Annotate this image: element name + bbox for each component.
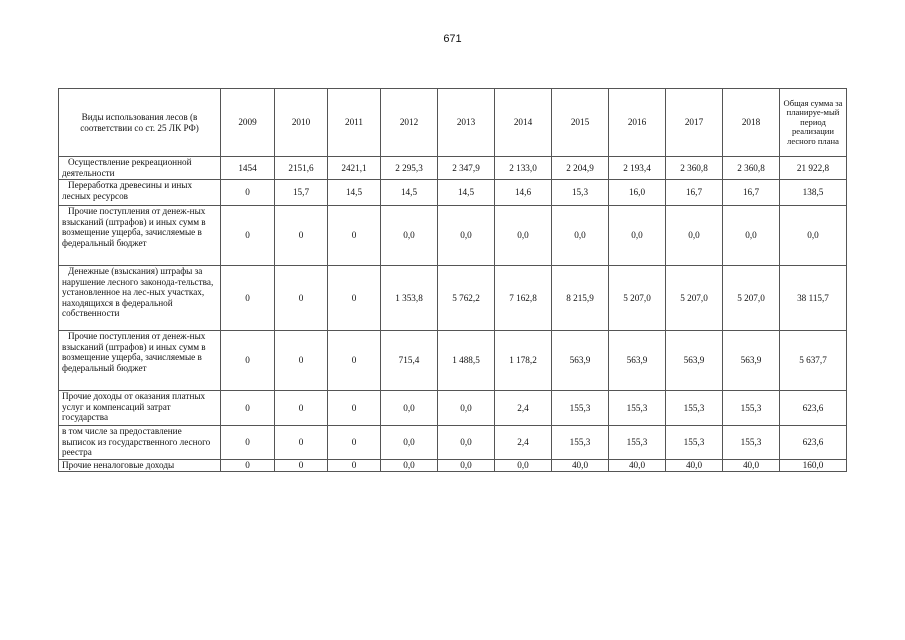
cell: 14,6 xyxy=(495,180,552,206)
row-label: в том числе за предоставление выписок из государственного лесного реестра xyxy=(59,426,221,460)
cell: 0 xyxy=(275,331,328,391)
header-year: 2012 xyxy=(381,89,438,157)
header-year: 2017 xyxy=(666,89,723,157)
cell: 0 xyxy=(275,206,328,266)
cell: 0,0 xyxy=(381,426,438,460)
cell: 2151,6 xyxy=(275,157,328,180)
cell: 5 762,2 xyxy=(438,266,495,331)
cell: 5 207,0 xyxy=(609,266,666,331)
cell: 0,0 xyxy=(723,206,780,266)
cell: 0,0 xyxy=(438,391,495,426)
cell: 563,9 xyxy=(666,331,723,391)
header-year: 2011 xyxy=(328,89,381,157)
row-label: Переработка древесины и иных лесных ресурсов xyxy=(59,180,221,206)
cell: 0 xyxy=(221,391,275,426)
cell: 0 xyxy=(328,460,381,472)
cell: 5 207,0 xyxy=(723,266,780,331)
cell: 0 xyxy=(328,331,381,391)
cell: 2 204,9 xyxy=(552,157,609,180)
cell: 14,5 xyxy=(328,180,381,206)
cell: 0,0 xyxy=(381,206,438,266)
cell: 0 xyxy=(221,426,275,460)
cell: 155,3 xyxy=(666,391,723,426)
table-row xyxy=(59,266,847,331)
header-total: Общая сумма за планируе-мый период реализации лесного плана xyxy=(780,89,847,157)
cell: 15,3 xyxy=(552,180,609,206)
cell: 16,7 xyxy=(723,180,780,206)
cell: 0,0 xyxy=(381,460,438,472)
cell: 0 xyxy=(328,206,381,266)
cell: 0,0 xyxy=(780,206,847,266)
cell: 0 xyxy=(221,180,275,206)
cell: 2 295,3 xyxy=(381,157,438,180)
cell: 5 637,7 xyxy=(780,331,847,391)
cell: 2 360,8 xyxy=(723,157,780,180)
cell: 2 133,0 xyxy=(495,157,552,180)
cell: 155,3 xyxy=(552,426,609,460)
cell: 160,0 xyxy=(780,460,847,472)
cell: 623,6 xyxy=(780,426,847,460)
cell: 40,0 xyxy=(723,460,780,472)
cell: 0,0 xyxy=(552,206,609,266)
cell: 0 xyxy=(328,391,381,426)
cell: 2 360,8 xyxy=(666,157,723,180)
header-year: 2010 xyxy=(275,89,328,157)
cell: 563,9 xyxy=(609,331,666,391)
cell: 40,0 xyxy=(552,460,609,472)
header-year: 2013 xyxy=(438,89,495,157)
cell: 2,4 xyxy=(495,391,552,426)
cell: 1 178,2 xyxy=(495,331,552,391)
cell: 1454 xyxy=(221,157,275,180)
page-number: 671 xyxy=(443,33,462,45)
cell: 40,0 xyxy=(666,460,723,472)
cell: 155,3 xyxy=(723,426,780,460)
cell: 155,3 xyxy=(723,391,780,426)
table-row xyxy=(59,426,847,460)
row-label: Прочие поступления от денеж-ных взысканий (штрафов) и иных сумм в возмещение ущерба, зачисляемые в федеральный бюджет xyxy=(59,206,221,266)
row-label: Прочие поступления от денеж-ных взысканий (штрафов) и иных сумм в возмещение ущерба, зачисляемые в федеральный бюджет xyxy=(59,331,221,391)
cell: 16,0 xyxy=(609,180,666,206)
table-row xyxy=(59,157,847,180)
cell: 2 347,9 xyxy=(438,157,495,180)
cell: 1 488,5 xyxy=(438,331,495,391)
header-year: 2015 xyxy=(552,89,609,157)
header-year: 2009 xyxy=(221,89,275,157)
cell: 155,3 xyxy=(609,391,666,426)
cell: 0 xyxy=(221,206,275,266)
cell: 0 xyxy=(275,426,328,460)
cell: 623,6 xyxy=(780,391,847,426)
cell: 155,3 xyxy=(666,426,723,460)
table-row xyxy=(59,391,847,426)
table-row xyxy=(59,331,847,391)
header-year: 2018 xyxy=(723,89,780,157)
cell: 0,0 xyxy=(438,460,495,472)
cell: 1 353,8 xyxy=(381,266,438,331)
cell: 2 193,4 xyxy=(609,157,666,180)
cell: 715,4 xyxy=(381,331,438,391)
cell: 563,9 xyxy=(552,331,609,391)
cell: 0 xyxy=(221,331,275,391)
cell: 5 207,0 xyxy=(666,266,723,331)
row-label: Прочие неналоговые доходы xyxy=(59,460,221,472)
row-label: Прочие доходы от оказания платных услуг и компенсаций затрат государства xyxy=(59,391,221,426)
row-label: Осуществление рекреационной деятельности xyxy=(59,157,221,180)
cell: 0 xyxy=(221,460,275,472)
header-year: 2014 xyxy=(495,89,552,157)
cell: 21 922,8 xyxy=(780,157,847,180)
cell: 563,9 xyxy=(723,331,780,391)
cell: 0,0 xyxy=(495,460,552,472)
cell: 2421,1 xyxy=(328,157,381,180)
cell: 2,4 xyxy=(495,426,552,460)
table-row xyxy=(59,460,847,472)
revenue-table xyxy=(58,88,847,472)
cell: 38 115,7 xyxy=(780,266,847,331)
cell: 40,0 xyxy=(609,460,666,472)
cell: 15,7 xyxy=(275,180,328,206)
cell: 8 215,9 xyxy=(552,266,609,331)
cell: 7 162,8 xyxy=(495,266,552,331)
cell: 16,7 xyxy=(666,180,723,206)
cell: 0,0 xyxy=(438,426,495,460)
header-year: 2016 xyxy=(609,89,666,157)
table-row xyxy=(59,206,847,266)
cell: 155,3 xyxy=(552,391,609,426)
cell: 0 xyxy=(275,266,328,331)
cell: 14,5 xyxy=(381,180,438,206)
header-forest-use: Виды использования лесов (в соответствии со ст. 25 ЛК РФ) xyxy=(59,89,221,157)
cell: 138,5 xyxy=(780,180,847,206)
cell: 0,0 xyxy=(666,206,723,266)
cell: 0,0 xyxy=(438,206,495,266)
cell: 155,3 xyxy=(609,426,666,460)
cell: 0 xyxy=(328,426,381,460)
table-header-row xyxy=(59,89,847,157)
cell: 0 xyxy=(275,460,328,472)
row-label: Денежные (взыскания) штрафы за нарушение лесного законода-тельства, установленное на лес-ных участках, находящихся в федеральной собственности xyxy=(59,266,221,331)
cell: 0 xyxy=(221,266,275,331)
cell: 14,5 xyxy=(438,180,495,206)
cell: 0,0 xyxy=(381,391,438,426)
cell: 0,0 xyxy=(495,206,552,266)
cell: 0 xyxy=(328,266,381,331)
cell: 0,0 xyxy=(609,206,666,266)
table-row xyxy=(59,180,847,206)
cell: 0 xyxy=(275,391,328,426)
